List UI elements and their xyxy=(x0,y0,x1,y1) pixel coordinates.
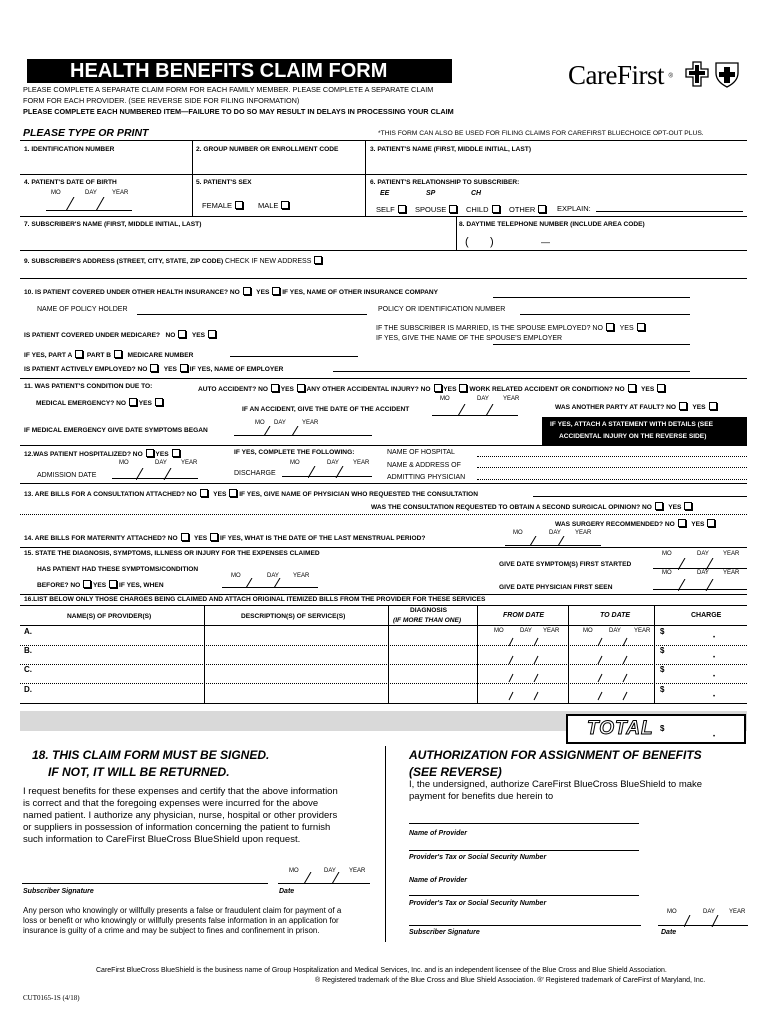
footer-line-2: ® Registered trademark of the Blue Cross and Blue Shield Association. ®' Registered trademark of CareFirst of Maryland, Inc. xyxy=(315,977,706,984)
form-title: HEALTH BENEFITS CLAIM FORM xyxy=(70,60,388,82)
row-a-provider[interactable] xyxy=(34,627,202,645)
symptoms-before-no-checkbox[interactable] xyxy=(83,580,91,588)
f8-label: 8. DAYTIME TELEPHONE NUMBER (INCLUDE AREA CODE) xyxy=(459,221,645,228)
f4-label: 4. PATIENT'S DATE OF BIRTH xyxy=(24,179,117,186)
symptoms-before-yes-checkbox[interactable] xyxy=(109,580,117,588)
policy-holder-field[interactable] xyxy=(137,305,367,315)
form-code: CUT0165-1S (4/18) xyxy=(23,994,80,1002)
row-d-provider[interactable] xyxy=(34,685,202,703)
medicare-number-field[interactable] xyxy=(230,348,358,357)
instruction-line-1: PLEASE COMPLETE A SEPARATE CLAIM FORM FOR EACH FAMILY MEMBER. PLEASE COMPLETE A SEPARATE CLAIM xyxy=(23,85,434,94)
self-checkbox[interactable] xyxy=(398,205,406,213)
identification-number-field[interactable] xyxy=(22,156,190,172)
blue-shield-icon xyxy=(714,60,740,88)
part-b-checkbox[interactable] xyxy=(114,350,122,358)
row-a-label: A. xyxy=(24,627,32,636)
other-injury-yes-checkbox[interactable] xyxy=(459,384,467,392)
second-opinion-no-checkbox[interactable] xyxy=(655,502,663,510)
maternity-no-checkbox[interactable] xyxy=(181,533,189,541)
policy-id-field[interactable] xyxy=(520,305,690,315)
surgery-yes-checkbox[interactable] xyxy=(707,519,715,527)
row-b-label: B. xyxy=(24,646,32,655)
phone-field[interactable] xyxy=(460,232,745,248)
auto-accident-yes-checkbox[interactable] xyxy=(297,384,305,392)
type-print-label: PLEASE TYPE OR PRINT xyxy=(23,127,149,139)
child-checkbox[interactable] xyxy=(492,205,500,213)
explain-field[interactable] xyxy=(596,202,743,212)
f3-label: 3. PATIENT'S NAME (FIRST, MIDDLE INITIAL, LAST) xyxy=(370,146,532,153)
emergency-no-checkbox[interactable] xyxy=(129,398,137,406)
auth-signature-field[interactable] xyxy=(409,914,641,926)
part-a-checkbox[interactable] xyxy=(75,350,83,358)
spouse-employed-yes-checkbox[interactable] xyxy=(637,323,645,331)
employer-name-field[interactable] xyxy=(333,363,690,372)
medicare-yes-checkbox[interactable] xyxy=(208,330,216,338)
instruction-line-3: PLEASE COMPLETE EACH NUMBERED ITEM—FAILURE TO DO SO MAY RESULT IN DELAYS IN PROCESSING YOUR CLAIM xyxy=(23,107,454,116)
employed-yes-checkbox[interactable] xyxy=(180,364,188,372)
party-fault-yes-checkbox[interactable] xyxy=(709,402,717,410)
male-checkbox[interactable] xyxy=(281,201,289,209)
f1-label: 1. IDENTIFICATION NUMBER xyxy=(24,146,115,153)
other-insurance-no-checkbox[interactable] xyxy=(243,287,251,295)
hospitalized-no-checkbox[interactable] xyxy=(146,449,154,457)
subscriber-name-field[interactable] xyxy=(22,230,452,248)
provider-name-field[interactable] xyxy=(409,812,639,824)
subscriber-address-field[interactable] xyxy=(22,263,744,277)
other-insurance-yes-checkbox[interactable] xyxy=(272,287,280,295)
table-date-slashes xyxy=(478,630,654,702)
f2-label: 2. GROUP NUMBER OR ENROLLMENT CODE xyxy=(196,146,339,153)
row-c-label: C. xyxy=(24,665,32,674)
row-d-label: D. xyxy=(24,685,32,694)
maternity-yes-checkbox[interactable] xyxy=(210,533,218,541)
provider-tax-field[interactable] xyxy=(409,840,639,851)
spouse-checkbox[interactable] xyxy=(449,205,457,213)
f7-label: 7. SUBSCRIBER'S NAME (FIRST, MIDDLE INITIAL, LAST) xyxy=(24,221,202,228)
female-checkbox[interactable] xyxy=(235,201,243,209)
group-number-field[interactable] xyxy=(194,156,362,172)
carefirst-logo: CareFirst ® xyxy=(568,60,673,90)
other-injury-no-checkbox[interactable] xyxy=(434,384,442,392)
consultation-yes-checkbox[interactable] xyxy=(229,489,237,497)
emergency-yes-checkbox[interactable] xyxy=(155,398,163,406)
patient-name-field[interactable] xyxy=(367,156,745,172)
blue-cross-icon xyxy=(684,60,710,88)
f6-label: 6. PATIENT'S RELATIONSHIP TO SUBSCRIBER: xyxy=(370,179,520,186)
row-b-provider[interactable] xyxy=(34,646,202,664)
employed-no-checkbox[interactable] xyxy=(150,364,158,372)
consultation-physician-field[interactable] xyxy=(533,488,747,497)
admitting-physician-field[interactable] xyxy=(477,471,747,480)
subscriber-signature-field[interactable] xyxy=(22,868,268,884)
second-opinion-yes-checkbox[interactable] xyxy=(684,502,692,510)
hospitalized-yes-checkbox[interactable] xyxy=(172,449,180,457)
total-label: TOTAL xyxy=(587,718,654,739)
provider-tax-field-2[interactable] xyxy=(409,886,639,896)
physician-address-field[interactable] xyxy=(477,459,747,468)
consultation-no-checkbox[interactable] xyxy=(200,489,208,497)
instruction-line-2: FORM FOR EACH PROVIDER. (SEE REVERSE SIDE FOR FILING INFORMATION) xyxy=(23,96,300,105)
spouse-employed-no-checkbox[interactable] xyxy=(606,323,614,331)
f5-label: 5. PATIENT'S SEX xyxy=(196,179,252,186)
work-related-no-checkbox[interactable] xyxy=(628,384,636,392)
party-fault-no-checkbox[interactable] xyxy=(679,402,687,410)
surgery-no-checkbox[interactable] xyxy=(678,519,686,527)
total-charge-field[interactable] xyxy=(668,720,742,738)
f10-label: 10. IS PATIENT COVERED UNDER OTHER HEALTH INSURANCE? NO YES IF YES, NAME OF OTHER INSURANCE COMPANY xyxy=(24,289,439,296)
auto-accident-no-checkbox[interactable] xyxy=(271,384,279,392)
hospital-name-field[interactable] xyxy=(477,448,747,457)
medicare-no-checkbox[interactable] xyxy=(178,330,186,338)
bluechoice-note: *THIS FORM CAN ALSO BE USED FOR FILING CLAIMS FOR CAREFIRST BLUECHOICE OPT-OUT PLUS. xyxy=(378,130,704,137)
f9-label: 9. SUBSCRIBER'S ADDRESS (STREET, CITY, STATE, ZIP CODE) CHECK IF NEW ADDRESS xyxy=(24,256,322,266)
row-c-provider[interactable] xyxy=(34,665,202,683)
other-checkbox[interactable] xyxy=(538,205,546,213)
footer-line-1: CareFirst BlueCross BlueShield is the business name of Group Hospitalization and Medical Services, Inc. and is an independent licensee of the Blue Cross and Blue Shield Association. xyxy=(96,967,667,974)
work-related-yes-checkbox[interactable] xyxy=(657,384,665,392)
